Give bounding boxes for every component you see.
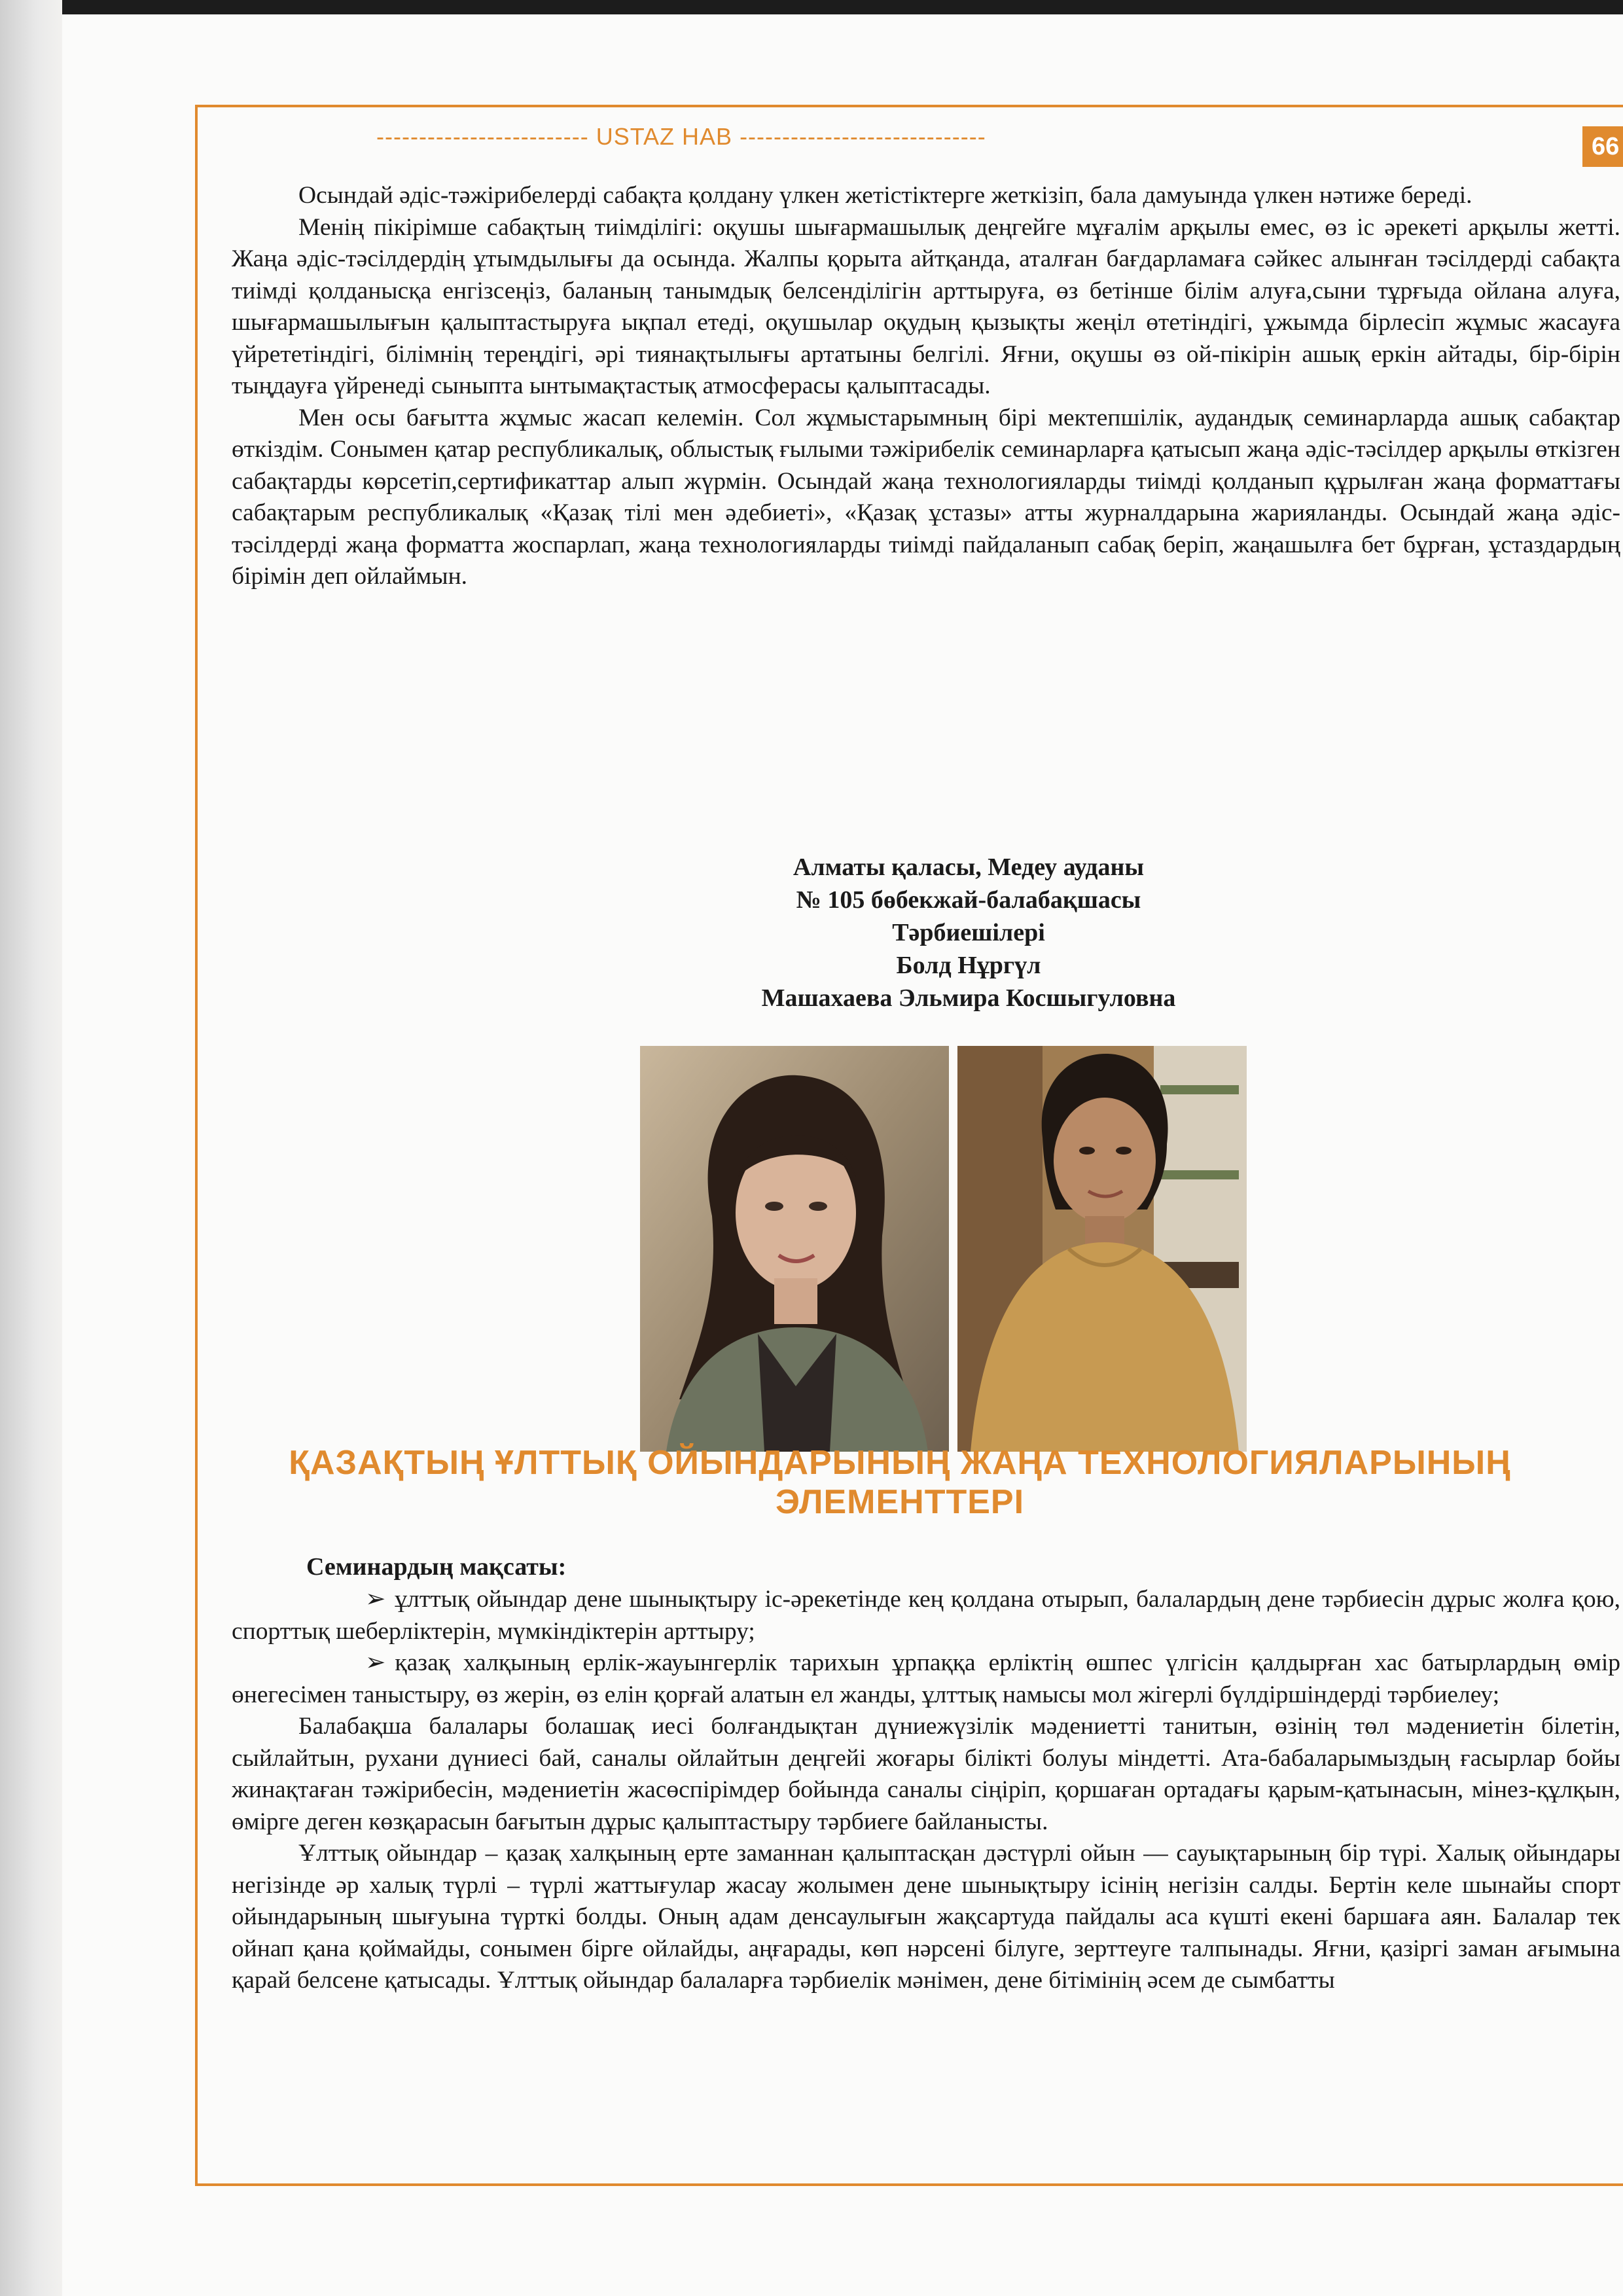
arrow-bullet-icon: ➢ [365,1586,386,1613]
goal-item [232,1584,1620,1647]
credit-role: Тәрбиешілері [892,919,1045,946]
article-title: ҚАЗАҚТЫҢ ҰЛТТЫҚ ОЙЫНДАРЫНЫҢ ЖАҢА ТЕХНОЛОГИЯЛАРЫНЫҢ ЭЛЕМЕНТТЕРІ [289,1444,1511,1521]
credit-author-1: Болд Нұргүл [896,952,1041,979]
author-credits [576,851,1361,1014]
intro-paragraph: Мен осы бағытта жұмыс жасап келемін. Сол жұмыстарымның бірі мектепшілік, аудандық семинарларда ашық сабақтар өткіздім. Сонымен қатар республикалық, облыстық ғылыми тәжірибелік семинарларға қатысып жаңа әдіс-тәсілдер арқылы өткізген сабақтарды көрсетіп,сертификаттар алып жүрмін. Осындай жаңа технологияларды тиімді қолданып құрылған жаңа форматтағы сабақтарым республикалық «Қазақ тілі мен әдебиеті», «Қазақ ұстазы» атты журналдарына жарияланды. Осындай жаңа әдіс-тәсілдерді жаңа форматта жоспарлап, жаңа технологияларды тиімді пайдаланып сабақ беріп, жаңашылға бет бұрған, ұстаздардың бірімін деп ойлаймын. [232,404,1620,590]
scan-shadow-top [0,0,1623,14]
body-paragraph: Ұлттық ойындар – қазақ халқының ерте заманнан қалыптасқан дәстүрлі ойын — сауықтарының бір түрі. Халық ойындары негізінде әр халық түрлі – түрлі жаттығулар жасау жолымен дене шынықтыру ісінің негізін салды. Бертін келе шынайы спорт ойындарының шығуына түрткі болды. Оның адам денсаулығын жақсартуда пайдалы аса күшті екені баршаға аян. Балалар тек ойнап қана қоймайды, сонымен бірге ойлайды, аңғарады, көп нәрсені білуге, зерттеуге талпынады. Яғни, қазіргі заман ағымына қарай белсене қатысады. Ұлттық ойындар балаларға тәрбиелік мәнімен, дене бітімінің әсем де сымбатты [232,1840,1620,1994]
goal-item-text: қазақ халқының ерлік-жауынгерлік тарихын ұрпаққа ерліктің өшпес үлгісін қалдырған хас батырлардың өмір өнегесімен таныстыру, өз жерін, өз елін қорғай алатын ел жанды, ұлттық намысы мол жігерлі бүлдіршіндерді тәрбиелеу; [232,1649,1620,1708]
author-photo-2 [957,1046,1247,1452]
running-header: ------------------------- USTAZ HAB ----------------------------- [376,123,986,150]
scan-shadow-left [0,0,62,2296]
body-paragraph: Балабақша балалары болашақ иесі болғандықтан дүниежүзілік мәдениетті танитын, өзінің төл мәдениетін білетін, сыйлайтын, рухани дүниесі бай, саналы ойлайтын деңгейі жоғары білікті болуы міндетті. Ата-бабаларымыздың ғасырлар бойы жинақтаған тәжірибесін, мәдениетін жасөспірімдер бойында саналы сіңіріп, қоршаған ортадағы қарым-қатынасын, мінез-құлқын, өмірге деген көзқарасын бағытын дұрыс қалыптастыру тәрбиеге байланысты. [232,1713,1620,1835]
article-body [232,1584,1620,2160]
intro-paragraph: Менің пікірімше сабақтың тиімділігі: оқушы шығармашылық деңгейге мұғалім арқылы емес, өз іс әрекеті арқылы жетті. Жаңа әдіс-тәсілдердің ұтымдылығы да осында. Жалпы қорыта айтқанда, аталған бағдарламаға сәйкес алынған тәсілдерді сабақта тиімді қолданысқа енгізсеңіз, баланың танымдық белсенділігін арттыруға, өз бетінше білім алуға,сыни тұрғыда ойлана алуға, шығармашылығын қалыптастыруға ықпал етеді, оқушылар оқудың қызықты жеңіл өтетіндігі, ұжымда бірлесіп жұмыс жасауға үйрететіндігі, білімнің тереңдігі, әрі тиянақтылығы артатыны белгілі. Яғни, оқушы өз ой-пікірін ашық еркін айтады, бір-бірін тыңдауға үйренеді сыныпта ынтымақтастық атмосферасы қалыптасады. [232,213,1620,399]
credit-city: Алматы қаласы, Медеу ауданы [793,853,1145,881]
arrow-bullet-icon: ➢ [365,1649,386,1676]
intro-text [232,180,1620,756]
author-photo-1 [640,1046,949,1452]
intro-paragraph: Осындай әдіс-тәжірибелерді сабақта қолдану үлкен жетістіктерге жеткізіп, бала дамуында үлкен нәтиже береді. [298,182,1472,209]
credit-author-2: Машахаева Эльмира Косшыгуловна [761,984,1176,1012]
credit-kindergarten: № 105 бөбекжай-балабақшасы [796,886,1141,914]
section-subheading: Семинардың мақсаты: [306,1553,567,1581]
page-number: 66 [1582,126,1623,167]
goal-item [232,1647,1620,1711]
goal-item-text: ұлттық ойындар дене шынықтыру іс-әрекетінде кең қолдана отырып, балалардың дене тәрбиесін дұрыс жолға қою, спорттық шеберліктерін, мүмкіндіктерін арттыру; [232,1586,1620,1645]
